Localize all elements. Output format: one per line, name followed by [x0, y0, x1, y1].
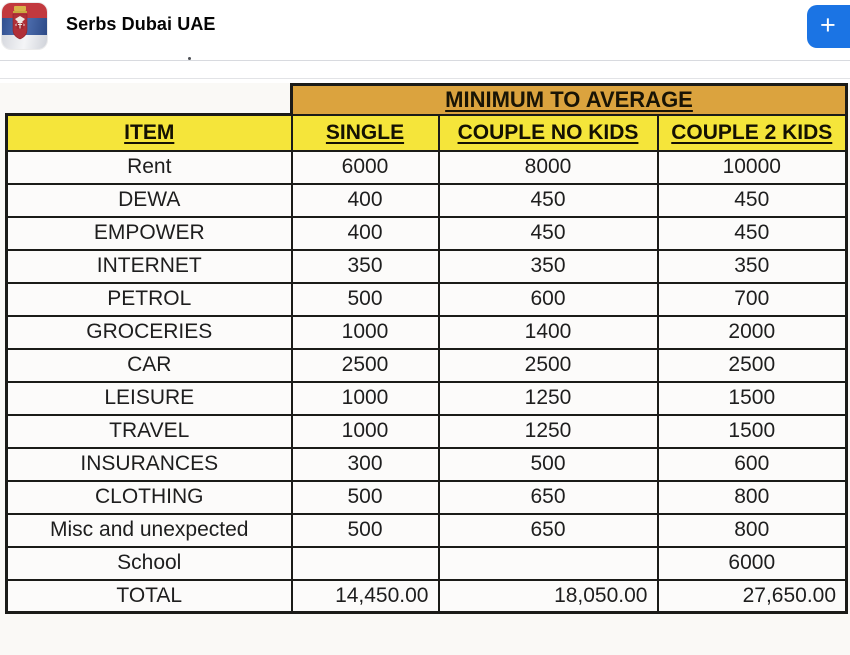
table-row-total	[7, 580, 847, 613]
plus-icon: +	[820, 10, 836, 40]
table-row-leisure	[7, 382, 847, 415]
group-title[interactable]: Serbs Dubai UAE	[66, 14, 216, 34]
serbia-coat-of-arms-icon	[10, 5, 30, 47]
single-value-cell: 14,450.00	[292, 580, 439, 613]
couple-2-kids-value-cell: 1500	[658, 382, 847, 415]
couple-2-kids-value-cell: 1500	[658, 415, 847, 448]
couple-no-kids-value-cell	[439, 547, 658, 580]
table-row-car	[7, 349, 847, 382]
couple-no-kids-value-cell: 600	[439, 283, 658, 316]
couple-no-kids-value-cell: 650	[439, 514, 658, 547]
column-header-couple-no-kids	[439, 115, 658, 151]
column-header-single	[292, 115, 439, 151]
couple-no-kids-value-cell: 650	[439, 481, 658, 514]
couple-2-kids-value-cell: 450	[658, 217, 847, 250]
item-cell: LEISURE	[7, 382, 292, 415]
item-cell: GROCERIES	[7, 316, 292, 349]
single-value-cell: 2500	[292, 349, 439, 382]
couple-2-kids-value-cell: 450	[658, 184, 847, 217]
couple-no-kids-value-cell: 500	[439, 448, 658, 481]
column-header-couple-no-kids-label: COUPLE NO KIDS	[457, 120, 639, 144]
single-value-cell: 500	[292, 283, 439, 316]
table-row-misc	[7, 514, 847, 547]
empty-corner-cell	[7, 85, 292, 115]
serbia-flag-avatar[interactable]	[2, 3, 47, 49]
column-header-couple-2-kids	[658, 115, 847, 151]
couple-2-kids-value-cell: 800	[658, 514, 847, 547]
table-row-dewa	[7, 184, 847, 217]
column-header-item	[7, 115, 292, 151]
cost-table-photo	[0, 83, 850, 655]
truncated-caption-dot	[188, 57, 191, 60]
table-row-school	[7, 547, 847, 580]
single-value-cell: 350	[292, 250, 439, 283]
band-header-row	[7, 85, 847, 115]
single-value-cell: 500	[292, 481, 439, 514]
couple-2-kids-value-cell: 600	[658, 448, 847, 481]
column-header-single-label: SINGLE	[325, 120, 405, 144]
item-cell: PETROL	[7, 283, 292, 316]
couple-no-kids-value-cell: 450	[439, 184, 658, 217]
couple-2-kids-value-cell: 10000	[658, 151, 847, 184]
single-value-cell: 500	[292, 514, 439, 547]
single-value-cell: 400	[292, 217, 439, 250]
couple-no-kids-value-cell: 8000	[439, 151, 658, 184]
column-header-row	[7, 115, 847, 151]
couple-2-kids-value-cell: 2000	[658, 316, 847, 349]
single-value-cell	[292, 547, 439, 580]
couple-no-kids-value-cell: 1250	[439, 415, 658, 448]
column-header-item-label: ITEM	[124, 120, 175, 144]
single-value-cell: 1000	[292, 415, 439, 448]
single-value-cell: 1000	[292, 382, 439, 415]
couple-2-kids-value-cell: 2500	[658, 349, 847, 382]
item-cell: DEWA	[7, 184, 292, 217]
couple-no-kids-value-cell: 18,050.00	[439, 580, 658, 613]
table-row-insurances	[7, 448, 847, 481]
item-cell: INSURANCES	[7, 448, 292, 481]
item-cell: Rent	[7, 151, 292, 184]
item-cell: School	[7, 547, 292, 580]
table-row-petrol	[7, 283, 847, 316]
table-row-empower	[7, 217, 847, 250]
single-value-cell: 1000	[292, 316, 439, 349]
single-value-cell: 400	[292, 184, 439, 217]
couple-no-kids-value-cell: 1250	[439, 382, 658, 415]
item-cell: CAR	[7, 349, 292, 382]
couple-2-kids-value-cell: 27,650.00	[658, 580, 847, 613]
table-row-internet	[7, 250, 847, 283]
item-cell: EMPOWER	[7, 217, 292, 250]
band-header-label: MINIMUM TO AVERAGE	[445, 86, 693, 112]
couple-no-kids-value-cell: 450	[439, 217, 658, 250]
group-header	[0, 0, 850, 61]
table-row-clothing	[7, 481, 847, 514]
table-row-rent	[7, 151, 847, 184]
table-row-groceries	[7, 316, 847, 349]
item-cell: INTERNET	[7, 250, 292, 283]
single-value-cell: 6000	[292, 151, 439, 184]
couple-no-kids-value-cell: 1400	[439, 316, 658, 349]
couple-2-kids-value-cell: 700	[658, 283, 847, 316]
table-row-travel	[7, 415, 847, 448]
item-cell: TRAVEL	[7, 415, 292, 448]
couple-no-kids-value-cell: 2500	[439, 349, 658, 382]
couple-2-kids-value-cell: 800	[658, 481, 847, 514]
item-cell: Misc and unexpected	[7, 514, 292, 547]
item-cell: TOTAL	[7, 580, 292, 613]
couple-2-kids-value-cell: 6000	[658, 547, 847, 580]
item-cell: CLOTHING	[7, 481, 292, 514]
couple-no-kids-value-cell: 350	[439, 250, 658, 283]
cost-of-living-table	[5, 83, 848, 614]
column-header-couple-2-kids-label: COUPLE 2 KIDS	[671, 120, 833, 144]
single-value-cell: 300	[292, 448, 439, 481]
join-group-button[interactable]	[807, 5, 850, 48]
couple-2-kids-value-cell: 350	[658, 250, 847, 283]
band-header-cell	[292, 85, 847, 115]
header-photo-divider-band	[0, 61, 850, 79]
